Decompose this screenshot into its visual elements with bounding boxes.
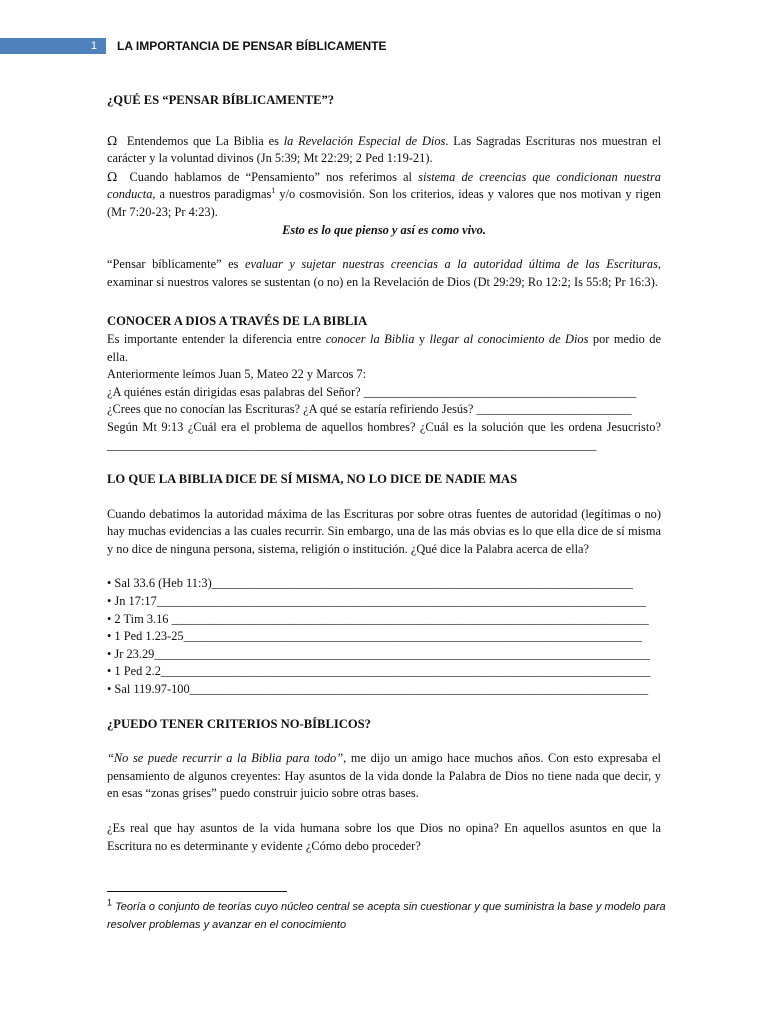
footnote-separator [107, 891, 287, 892]
section-heading-criterios: ¿PUEDO TENER CRITERIOS NO-BÍBLICOS? [107, 716, 371, 731]
paragraph-revelacion [107, 132, 661, 168]
motto: Esto es lo que pienso y así es como vivo. [282, 222, 486, 237]
list-item[interactable]: • Jn 17:17_______________________________________________________________________________ [107, 594, 647, 609]
header-title: LA IMPORTANCIA DE PENSAR BÍBLICAMENTE [117, 39, 387, 53]
list-item[interactable]: • Sal 119.97-100__________________________________________________________________________ [107, 682, 649, 697]
page-header [0, 38, 768, 54]
question-3[interactable]: Según Mt 9:13 ¿Cuál era el problema de aquellos hombres? ¿Cuál es la solución que les ordena Jesucristo? _______________________________________________________________________________ [107, 419, 661, 452]
question-2[interactable]: ¿Crees que no conocían las Escrituras? ¿A qué se estaría refiriendo Jesús? _________________________ [107, 402, 632, 417]
text: , a nuestros paradigmas [152, 187, 272, 202]
list-item[interactable]: • Jr 23.29________________________________________________________________________________ [107, 646, 650, 661]
paragraph-lectura: Anteriormente leímos Juan 5, Mateo 22 y Marcos 7: [107, 367, 367, 382]
section-heading-lo-que-dice: LO QUE LA BIBLIA DICE DE SÍ MISMA, NO LO DICE DE NADIE MAS [107, 472, 518, 487]
emphasis: sistema de creencias que condicionan nuestra conducta [107, 169, 661, 202]
section-heading-conocer: CONOCER A DIOS A TRAVÉS DE LA BIBLIA [107, 314, 368, 329]
list-item[interactable]: • 1 Ped 1.23-25__________________________________________________________________________ [107, 629, 643, 644]
emphasis: evaluar y sujetar nuestras creencias a la autoridad última de las Escrituras [244, 257, 658, 272]
bullet-list [107, 575, 661, 698]
footnote-ref[interactable]: 1 [271, 186, 276, 196]
footnote-text: Teoría o conjunto de teorías cuyo núcleo central se acepta sin cuestionar y que suministra la base y modelo para resolver problemas y avanzar en el conocimiento [107, 901, 666, 931]
omega-icon: Ω [107, 132, 118, 148]
paragraph-pensar-biblicamente [107, 256, 661, 291]
text: y/o cosmovisión. Son los criterios, ideas y valores que nos motivan y rigen (Mr 7:20-23; Pr 4:23). [107, 187, 661, 219]
footnote-marker: 1 [107, 897, 113, 908]
paragraph-asuntos: ¿Es real que hay asuntos de la vida humana sobre los que Dios no opina? En aquellos asuntos en que la Escritura no es determinante y evidente ¿Cómo debo proceder? [107, 821, 661, 853]
text: Entendemos que La Biblia es [126, 133, 284, 148]
text: . Las Sagradas Escrituras nos muestran el carácter y la voluntad divinos (Jn 5:39; Mt 22:29; 2 Ped 1:19-21). [107, 133, 662, 166]
text: “Pensar bíblicamente” es [107, 257, 245, 272]
quote: “No se puede recurrir a la Biblia para todo” [107, 751, 344, 766]
page-number: 1 [0, 38, 106, 54]
text: , examinar si nuestros valores se sustentan (o no) en la Revelación de Dios (Dt 29:29; Ro 12:2; Is 55:8; Pr 16:3). [107, 257, 661, 289]
list-item[interactable]: • 2 Tim 3.16 _____________________________________________________________________________ [107, 611, 649, 626]
text: Cuando hablamos de “Pensamiento” nos referimos al [129, 169, 419, 184]
text: y [414, 331, 430, 346]
paragraph-pensamiento [107, 168, 661, 222]
document-body [107, 92, 661, 855]
emphasis: la Revelación Especial de Dios [283, 133, 446, 148]
paragraph-amigo [107, 750, 661, 803]
list-item[interactable]: • Sal 33.6 (Heb 11:3)____________________________________________________________________ [107, 576, 633, 591]
text: Es importante entender la diferencia entre [107, 331, 326, 346]
list-item[interactable]: • 1 Ped 2.2_______________________________________________________________________________ [107, 664, 651, 679]
emphasis: conocer la Biblia [325, 331, 415, 346]
text: , me dijo un amigo hace muchos años. Con esto expresaba el pensamiento de algunos creyentes: Hay asuntos de la vida donde la Palabra de Dios no tiene nada que decir, y en esas “zonas grises” puedo construir juicio sobre otras bases. [107, 751, 662, 801]
omega-icon: Ω [107, 168, 118, 184]
emphasis: llegar al conocimiento de Dios [429, 331, 589, 346]
paragraph-diferencia [107, 331, 661, 366]
text: por medio de ella. [107, 331, 661, 364]
paragraph-autoridad: Cuando debatimos la autoridad máxima de las Escrituras por sobre otras fuentes de autoridad (legítimas o no) hay muchas evidencias a las cuales recurrir. Sin embargo, una de las más obvias es lo que ella dice de sí misma y no dice de ninguna persona, sistema, religión o institución. ¿Qué dice la Palabra acerca de ella? [107, 506, 661, 556]
question-1[interactable]: ¿A quiénes están dirigidas esas palabras del Señor? ____________________________________________ [107, 384, 637, 399]
footnote [107, 898, 667, 934]
section-heading-que-es: ¿QUÉ ES “PENSAR BÍBLICAMENTE”? [107, 93, 335, 107]
